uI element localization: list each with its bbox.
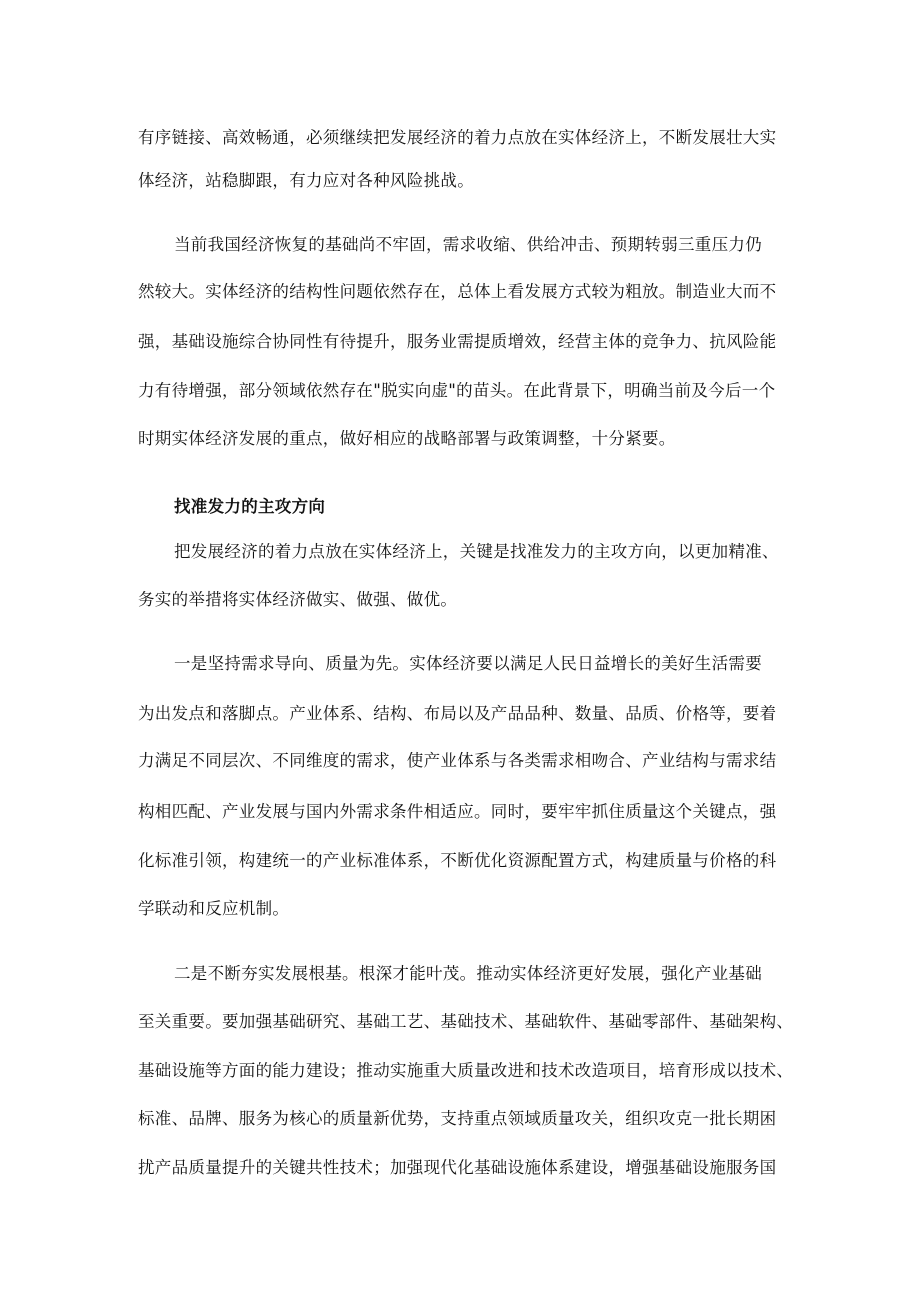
- paragraph-2-line-3: 强，基础设施综合协同性有待提升，服务业需提质增效，经营主体的竞争力、抗风险能: [138, 332, 777, 351]
- paragraph-4-line-2: 为出发点和落脚点。产业体系、结构、布局以及产品品种、数量、品质、价格等，要着: [138, 704, 777, 723]
- paragraph-5-line-5: 扰产品质量提升的关键共性技术；加强现代化基础设施体系建设，增强基础设施服务国: [138, 1158, 777, 1177]
- paragraph-2-line-1: 当前我国经济恢复的基础尚不牢固，需求收缩、供给冲击、预期转弱三重压力仍: [174, 235, 762, 254]
- paragraph-3-line-1: 把发展经济的着力点放在实体经济上，关键是找准发力的主攻方向，以更加精准、: [174, 542, 779, 561]
- paragraph-5-line-1: 二是不断夯实发展根基。根深才能叶茂。推动实体经济更好发展，强化产业基础: [174, 964, 762, 983]
- paragraph-4-line-5: 化标准引领，构建统一的产业标准体系，不断优化资源配置方式，构建质量与价格的科: [138, 851, 777, 870]
- paragraph-5-line-3: 基础设施等方面的能力建设；推动实施重大质量改进和技术改造项目，培育形成以技术、: [138, 1061, 794, 1080]
- paragraph-2-line-4: 力有待增强，部分领域依然存在"脱实向虚"的苗头。在此背景下，明确当前及今后一个: [138, 381, 776, 400]
- paragraph-1-line-2: 体经济，站稳脚跟，有力应对各种风险挑战。: [138, 171, 474, 190]
- paragraph-4-line-1: 一是坚持需求导向、质量为先。实体经济要以满足人民日益增长的美好生活需要: [174, 654, 762, 673]
- paragraph-3-line-2: 务实的举措将实体经济做实、做强、做优。: [138, 590, 458, 609]
- paragraph-4-line-6: 学联动和反应机制。: [138, 899, 290, 918]
- section-heading: 找准发力的主攻方向: [174, 497, 326, 516]
- paragraph-2-line-5: 时期实体经济发展的重点，做好相应的战略部署与政策调整，十分紧要。: [138, 429, 676, 448]
- paragraph-2-line-2: 然较大。实体经济的结构性问题依然存在，总体上看发展方式较为粗放。制造业大而不: [138, 282, 777, 301]
- paragraph-5-line-2: 至关重要。要加强基础研究、基础工艺、基础技术、基础软件、基础零部件、基础架构、: [138, 1012, 794, 1031]
- paragraph-5-line-4: 标准、品牌、服务为核心的质量新优势，支持重点领域质量攻关，组织攻克一批长期困: [138, 1109, 777, 1128]
- paragraph-1-line-1: 有序链接、高效畅通，必须继续把发展经济的着力点放在实体经济上，不断发展壮大实: [138, 128, 777, 147]
- paragraph-4-line-3: 力满足不同层次、不同维度的需求，使产业体系与各类需求相吻合、产业结构与需求结: [138, 751, 777, 770]
- paragraph-4-line-4: 构相匹配、产业发展与国内外需求条件相适应。同时，要牢牢抓住质量这个关键点，强: [138, 802, 777, 821]
